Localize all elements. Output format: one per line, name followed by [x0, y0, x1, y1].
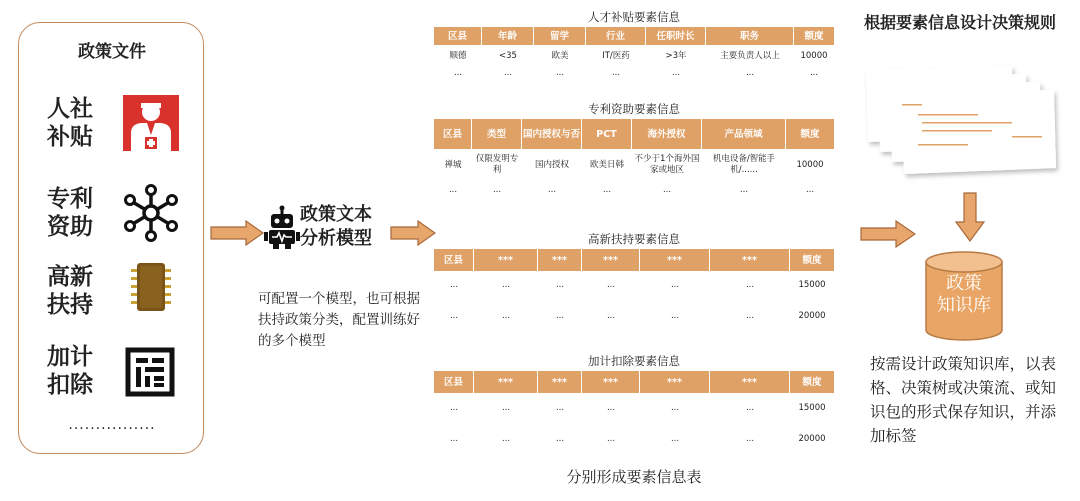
column-header: 额度	[804, 30, 824, 42]
table-cell: 仅限发明专利	[475, 154, 519, 175]
network-icon	[121, 183, 181, 243]
table-cell: 15000	[798, 279, 826, 290]
column-header: ***	[582, 371, 640, 393]
model-title: 政策文本 分析模型	[300, 204, 372, 249]
policy-item-label: 加计 扣除	[47, 344, 93, 398]
table-cell: ...	[606, 402, 616, 413]
column-header: 区县	[434, 119, 472, 149]
table-cell: 10000	[800, 50, 828, 61]
column-header: 产品领域	[702, 119, 786, 149]
table-cell: >3年	[665, 50, 687, 61]
column-header: 国内授权与否	[522, 119, 582, 149]
column-header: ***	[582, 249, 640, 271]
table-cell: ...	[555, 279, 565, 290]
column-header: 年龄	[482, 27, 534, 45]
table-cell: 不少于1个海外国家或地区	[634, 154, 700, 175]
table-cell: ...	[501, 279, 511, 290]
table-cell: 15000	[798, 402, 826, 413]
table-cell: ...	[745, 67, 755, 78]
table-cell: ...	[453, 67, 463, 78]
table-row	[434, 66, 834, 80]
column-header: 额度	[802, 254, 822, 266]
table-cell: 20000	[798, 310, 826, 321]
table-cell: ...	[670, 402, 680, 413]
table-cell: ...	[503, 67, 513, 78]
robot-icon	[264, 205, 300, 249]
column-header: ***	[710, 371, 790, 393]
column-header: PCT	[582, 119, 632, 149]
table-row	[434, 183, 834, 197]
table-cell: ...	[501, 433, 511, 444]
policy-files-title: 政策文件	[78, 42, 146, 62]
table-cell: ...	[606, 310, 616, 321]
rule-documents-stack	[862, 64, 1068, 182]
table-cell: ...	[492, 184, 502, 195]
table-cell: ...	[671, 67, 681, 78]
column-header: 海外授权	[632, 119, 702, 149]
policy-item-label: 人社 补贴	[47, 96, 93, 150]
table-cell: ...	[555, 67, 565, 78]
table-cell: ...	[670, 279, 680, 290]
column-header: 类型	[472, 119, 522, 149]
table-cell: 10000	[796, 159, 824, 170]
table-header	[434, 27, 834, 45]
table-cell: ...	[745, 279, 755, 290]
table-header	[434, 371, 834, 393]
table-cell: ...	[555, 310, 565, 321]
table-cell: ...	[809, 67, 819, 78]
table-row	[434, 277, 834, 293]
table-cell: ...	[555, 402, 565, 413]
table-title: 人才补贴要素信息	[588, 10, 680, 24]
model-description: 可配置一个模型，也可根据扶持政策分类，配置训练好的多个模型	[258, 291, 420, 349]
knowledge-base-description: 按需设计政策知识库，以表格、决策树或决策流、或知识包的形式保存知识，并添加标签	[870, 355, 1057, 445]
flow-arrow-right	[390, 220, 436, 250]
column-header: 区县	[434, 371, 474, 393]
table-cell: ...	[449, 279, 459, 290]
table-row	[434, 400, 834, 416]
table-cell: ...	[555, 433, 565, 444]
table-cell: ...	[449, 310, 459, 321]
table-row	[434, 48, 834, 64]
flow-arrow-down	[955, 192, 985, 246]
worker-icon	[123, 95, 179, 151]
grid-icon	[125, 347, 175, 397]
policy-files-panel	[18, 22, 204, 454]
column-header: 区县	[434, 249, 474, 271]
flow-arrow-right	[860, 220, 916, 252]
table-cell: 欧美日韩	[589, 159, 624, 170]
knowledge-base-label: 政策 知识库	[937, 273, 991, 316]
table-cell: ...	[501, 310, 511, 321]
table-row	[434, 431, 834, 447]
chip-icon	[131, 261, 171, 313]
flow-arrow-right	[210, 220, 264, 250]
table-cell: ...	[805, 184, 815, 195]
column-header: 职务	[706, 27, 794, 45]
table-cell: ...	[670, 433, 680, 444]
column-header: ***	[538, 249, 582, 271]
column-header: 行业	[586, 27, 646, 45]
table-cell: ...	[448, 184, 458, 195]
table-cell: ...	[606, 433, 616, 444]
table-cell: ...	[662, 184, 672, 195]
table-cell: ...	[606, 279, 616, 290]
column-header: 额度	[800, 128, 820, 140]
policy-item-label: 高新 扶持	[47, 264, 93, 318]
table-cell: 国内授权	[534, 159, 569, 170]
table-row	[434, 308, 834, 324]
table-cell: ...	[602, 184, 612, 195]
table-cell: ...	[739, 184, 749, 195]
column-header: ***	[538, 371, 582, 393]
table-title: 专利资助要素信息	[588, 102, 680, 116]
table-title: 加计扣除要素信息	[588, 354, 680, 368]
table-cell: ...	[745, 310, 755, 321]
tables-caption: 分别形成要素信息表	[566, 468, 702, 486]
column-header: ***	[474, 371, 538, 393]
rules-title: 根据要素信息设计决策规则	[863, 13, 1056, 32]
table-cell: IT/医药	[602, 50, 630, 61]
table-cell: ...	[449, 402, 459, 413]
column-header: 留学	[534, 27, 586, 45]
table-cell: 欧美	[551, 50, 569, 61]
table-title: 高新扶持要素信息	[588, 232, 680, 246]
table-cell: ...	[745, 433, 755, 444]
table-cell: ...	[449, 433, 459, 444]
column-header: 区县	[434, 27, 482, 45]
table-cell: 顺德	[449, 50, 467, 61]
table-header	[434, 119, 834, 149]
table-cell: 20000	[798, 433, 826, 444]
column-header: ***	[640, 249, 710, 271]
table-cell: 机电设备/智能手机/......	[712, 154, 776, 175]
table-cell: ...	[501, 402, 511, 413]
table-cell: 禅城	[444, 159, 462, 170]
policy-more-ellipsis: ................	[68, 417, 156, 433]
table-header	[434, 249, 834, 271]
column-header: 额度	[802, 376, 822, 388]
table-cell: ...	[745, 402, 755, 413]
table-cell: ...	[547, 184, 557, 195]
column-header: ***	[640, 371, 710, 393]
table-row	[434, 151, 834, 179]
column-header: ***	[474, 249, 538, 271]
table-cell: ...	[611, 67, 621, 78]
column-header: ***	[710, 249, 790, 271]
column-header: 任职时长	[646, 27, 706, 45]
policy-item-label: 专利 资助	[47, 186, 93, 240]
table-cell: <35	[499, 50, 517, 61]
table-cell: ...	[670, 310, 680, 321]
table-cell: 主要负责人以上	[720, 50, 780, 61]
